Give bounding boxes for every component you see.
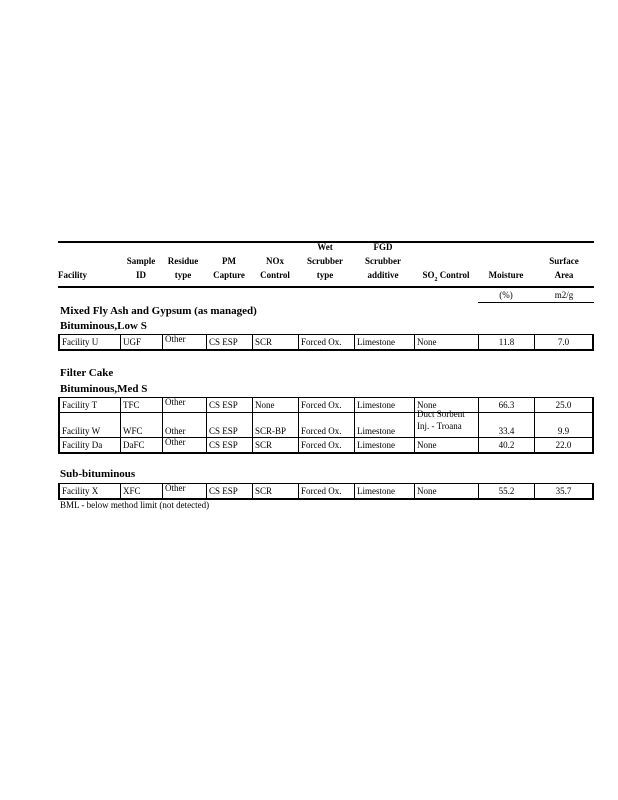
table-cell: 25.0 — [534, 398, 594, 412]
table-cell: 33.4 — [478, 411, 534, 437]
table-cell: None — [252, 398, 298, 412]
table-row — [58, 483, 594, 500]
section-title: Filter Cake — [60, 367, 114, 379]
table-cell: SCR-BP — [252, 411, 298, 437]
col-header-moisture: Moisture — [488, 270, 524, 280]
col-header-so2-control: $SO_2$ Control — [422, 270, 470, 283]
section-title: Sub-bituminous — [60, 468, 136, 480]
table-cell: SCR — [252, 484, 298, 498]
surface-area-unit: m2/g — [554, 290, 574, 300]
section-title: Mixed Fly Ash and Gypsum (as managed) — [60, 305, 257, 317]
table-cell: CS ESP — [206, 411, 252, 437]
table-row — [58, 334, 594, 351]
table-cell: None — [414, 438, 478, 452]
table-cell: Limestone — [354, 411, 414, 437]
table-cell: Facility U — [58, 335, 120, 349]
table-cell: 7.0 — [534, 335, 594, 349]
table-cell: 22.0 — [534, 438, 594, 452]
table-cell: CS ESP — [206, 484, 252, 498]
table-cell: Forced Ox. — [298, 398, 354, 412]
table-cell: 11.8 — [478, 335, 534, 349]
col-header-wet-scrubber-type: Wet Scrubber type — [307, 242, 343, 280]
table-cell: Forced Ox. — [298, 411, 354, 437]
table-cell: Duct Sorbent Inj. - Troana — [414, 411, 478, 437]
col-header-residue-type: Residue type — [167, 256, 199, 280]
table-cell: None — [414, 484, 478, 498]
table-cell: Other — [162, 398, 206, 412]
table-cell: Facility X — [58, 484, 120, 498]
table-cell: Limestone — [354, 438, 414, 452]
table-cell: 35.7 — [534, 484, 594, 498]
table-cell: CS ESP — [206, 398, 252, 412]
table-cell: 9.9 — [534, 411, 594, 437]
table-cell: 66.3 — [478, 398, 534, 412]
table-cell: Forced Ox. — [298, 438, 354, 452]
table-cell: Forced Ox. — [298, 335, 354, 349]
table-cell: None — [414, 335, 478, 349]
section-subtitle: Bituminous,Low S — [60, 320, 147, 332]
units-rule — [478, 302, 594, 303]
col-header-pm-capture: PM Capture — [213, 256, 245, 280]
table-row — [58, 438, 594, 454]
col-header-nox-control: NOx Control — [260, 256, 290, 280]
footnote: BML - below method limit (not detected) — [60, 500, 210, 510]
table-cell: Forced Ox. — [298, 484, 354, 498]
table-cell: UGF — [120, 335, 162, 349]
col-header-surface-area: Surface Area — [549, 256, 579, 280]
table-cell: Other — [162, 335, 206, 349]
col-header-facility: Facility — [58, 270, 87, 280]
table-cell: Facility T — [58, 398, 120, 412]
table-cell: Other — [162, 411, 206, 437]
table-cell: SCR — [252, 335, 298, 349]
table-cell: WFC — [120, 411, 162, 437]
table-cell: Facility W — [58, 411, 120, 437]
table-cell: DaFC — [120, 438, 162, 452]
table-cell: Facility Da — [58, 438, 120, 452]
table-cell: 40.2 — [478, 438, 534, 452]
header-bottom-rule — [58, 286, 594, 288]
table-cell: Limestone — [354, 398, 414, 412]
table-cell: Other — [162, 484, 206, 498]
col-header-sample-id: Sample ID — [126, 256, 156, 280]
table-cell: CS ESP — [206, 438, 252, 452]
table-cell: None — [414, 398, 478, 412]
moisture-unit: (%) — [499, 290, 513, 300]
table-cell: XFC — [120, 484, 162, 498]
table-row — [58, 411, 594, 438]
table-cell: Limestone — [354, 484, 414, 498]
table-cell: SCR — [252, 438, 298, 452]
table-cell: Other — [162, 438, 206, 452]
table-cell: CS ESP — [206, 335, 252, 349]
table-cell: Limestone — [354, 335, 414, 349]
section-subtitle: Bituminous,Med S — [60, 383, 148, 395]
table-cell: 55.2 — [478, 484, 534, 498]
col-header-fgd-scrubber-additive: FGD Scrubber additive — [365, 242, 401, 280]
table-cell: TFC — [120, 398, 162, 412]
